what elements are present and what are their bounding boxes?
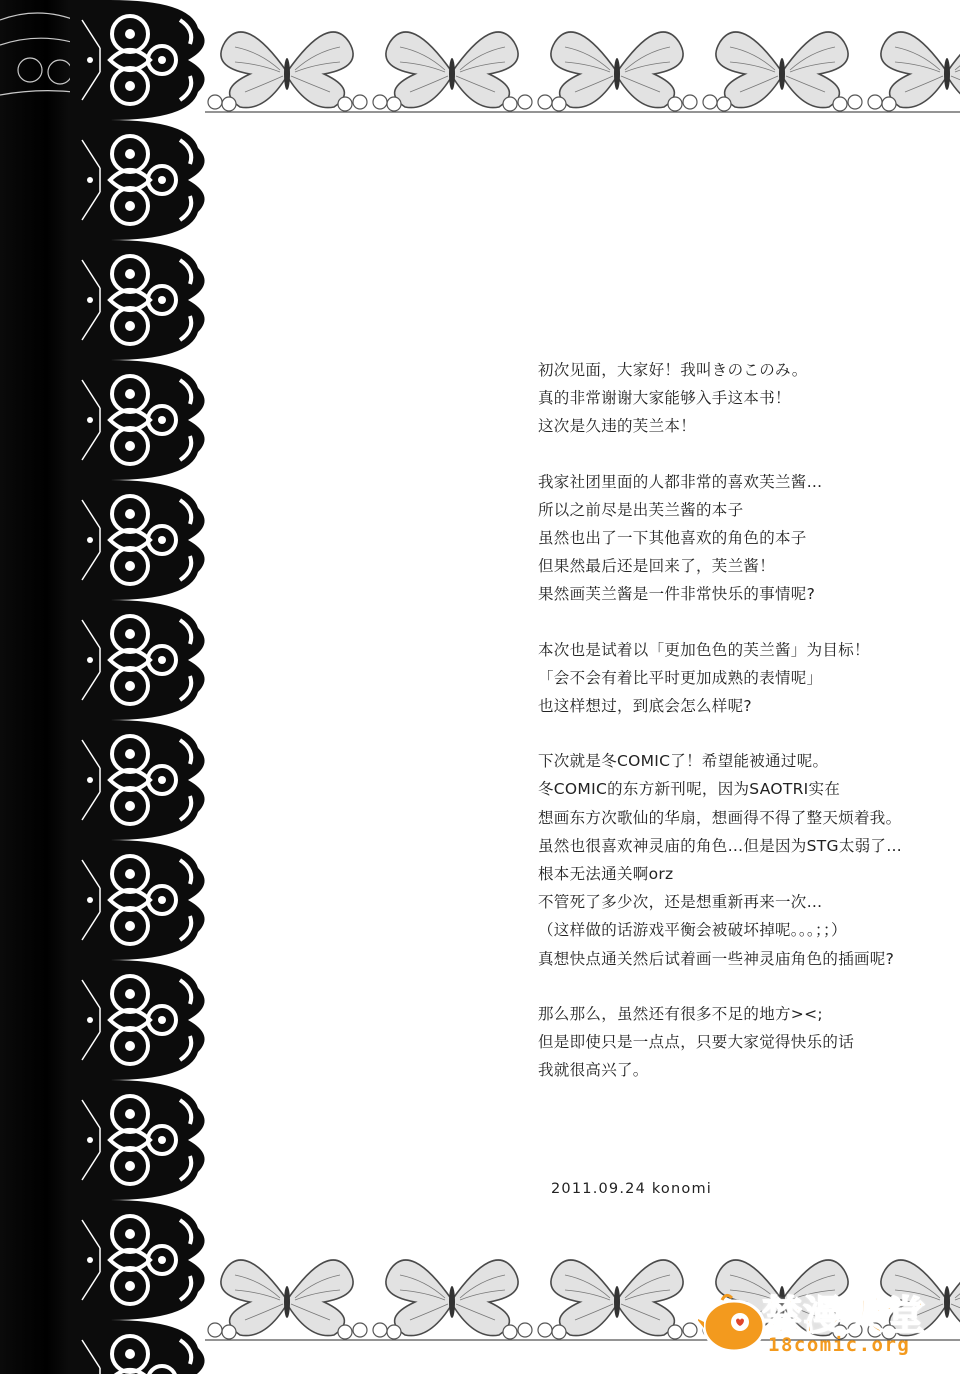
text-line: 果然画芙兰酱是一件非常快乐的事情呢? — [538, 585, 816, 604]
butterfly-lace-border-top — [205, 12, 960, 122]
text-line: 那么那么，虽然还有很多不足的地方><; — [538, 1004, 823, 1023]
text-line: 也这样想过，到底会怎么样呢? — [538, 697, 752, 716]
body-text — [538, 356, 948, 1111]
text-line: 真的非常谢谢大家能够入手这本书！ — [538, 389, 791, 408]
text-line: 根本无法通关啊orz — [538, 865, 674, 884]
text-line: 下次就是冬COMIC了！希望能被通过呢。 — [538, 752, 829, 771]
text-line: （这样做的话游戏平衡会被破坏掉呢。。。；；） — [538, 921, 847, 940]
text-line: 但果然最后还是回来了，芙兰酱！ — [538, 557, 776, 576]
paragraph — [538, 747, 948, 973]
text-line: 虽然也出了一下其他喜欢的角色的本子 — [538, 529, 807, 548]
text-line: 这次是久违的芙兰本！ — [538, 417, 697, 436]
text-line: 我家社团里面的人都非常的喜欢芙兰酱… — [538, 472, 823, 491]
watermark-logo[interactable] — [698, 1282, 948, 1366]
text-line: 「会不会有着比平时更加成熟的表情呢」 — [538, 668, 823, 687]
text-line: 所以之前尽是出芙兰酱的本子 — [538, 500, 744, 519]
paragraph — [538, 468, 948, 609]
signature-date: 2011.09.24 konomi — [551, 1181, 712, 1197]
paragraph — [538, 1000, 948, 1085]
text-line: 想画东方次歌仙的华扇，想画得不得了整天烦着我。 — [538, 808, 902, 827]
left-dark-band — [0, 0, 78, 1374]
bird-mascot-icon — [698, 1292, 768, 1354]
paragraph — [538, 356, 948, 441]
text-line: 本次也是试着以「更加色色的芙兰酱」为目标！ — [538, 640, 870, 659]
watermark-url: 18comic.org — [768, 1334, 911, 1356]
lace-border-column — [70, 0, 215, 1374]
text-line: 但是即使只是一点点，只要大家觉得快乐的话 — [538, 1033, 855, 1052]
text-line: 虽然也很喜欢神灵庙的角色…但是因为STG太弱了… — [538, 836, 903, 855]
text-line: 初次见面，大家好！我叫きのこのみ。 — [538, 361, 808, 379]
text-line: 我就很高兴了。 — [538, 1061, 649, 1080]
text-line: 冬COMIC的东方新刊呢，因为SAOTRI实在 — [538, 780, 841, 799]
text-line: 真想快点通关然后试着画一些神灵庙角色的插画呢? — [538, 949, 895, 968]
paragraph — [538, 636, 948, 721]
watermark-title: 禁漫天堂 — [762, 1293, 926, 1339]
text-line: 不管死了多少次，还是想重新再来一次… — [538, 893, 823, 912]
